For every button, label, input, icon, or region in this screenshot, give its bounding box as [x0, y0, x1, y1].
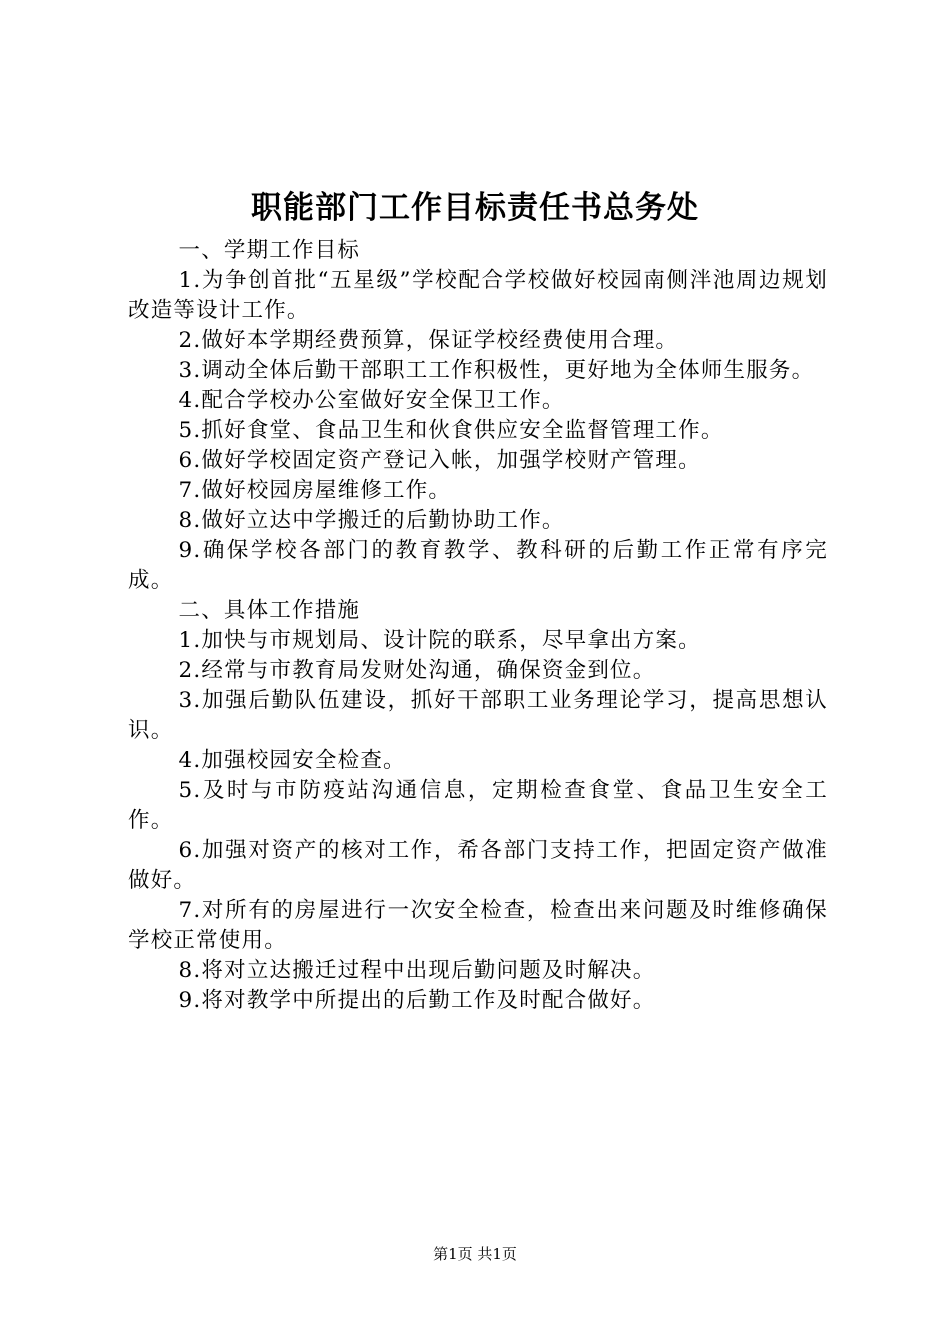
paragraph: 4.配合学校办公室做好安全保卫工作。	[178, 388, 565, 413]
paragraph: 5.抓好食堂、食品卫生和伙食供应安全监督管理工作。	[178, 418, 724, 443]
paragraph: 3.加强后勤队伍建设，抓好干部职工业务理论学习，提高思想认识。	[128, 688, 828, 743]
section-heading: 一、学期工作目标	[178, 238, 361, 263]
paragraph: 7.做好校园房屋维修工作。	[178, 478, 452, 503]
document-body	[128, 236, 828, 1016]
paragraph: 6.加强对资产的核对工作，希各部门支持工作，把固定资产做准做好。	[128, 838, 828, 893]
paragraph: 7.对所有的房屋进行一次安全检查，检查出来问题及时维修确保学校正常使用。	[128, 898, 828, 953]
paragraph: 9.确保学校各部门的教育教学、教科研的后勤工作正常有序完成。	[128, 538, 828, 593]
paragraph: 1.为争创首批“五星级”学校配合学校做好校园南侧泮池周边规划改造等设计工作。	[128, 268, 828, 323]
paragraph: 5.及时与市防疫站沟通信息，定期检查食堂、食品卫生安全工作。	[128, 778, 828, 833]
paragraph: 3.调动全体后勤干部职工工作积极性，更好地为全体师生服务。	[178, 358, 815, 383]
paragraph: 1.加快与市规划局、设计院的联系，尽早拿出方案。	[178, 628, 701, 653]
paragraph: 2.经常与市教育局发财处沟通，确保资金到位。	[178, 658, 656, 683]
paragraph: 2.做好本学期经费预算，保证学校经费使用合理。	[178, 328, 679, 353]
paragraph: 6.做好学校固定资产登记入帐，加强学校财产管理。	[178, 448, 701, 473]
section-heading: 二、具体工作措施	[178, 598, 361, 623]
paragraph: 4.加强校园安全检查。	[178, 748, 406, 773]
paragraph: 8.将对立达搬迁过程中出现后勤问题及时解决。	[178, 958, 656, 983]
paragraph: 9.将对教学中所提出的后勤工作及时配合做好。	[178, 988, 656, 1013]
paragraph: 8.做好立达中学搬迁的后勤协助工作。	[178, 508, 565, 533]
page-number-footer: 第1页 共1页	[433, 1245, 517, 1263]
document-title: 职能部门工作目标责任书总务处	[251, 190, 699, 226]
